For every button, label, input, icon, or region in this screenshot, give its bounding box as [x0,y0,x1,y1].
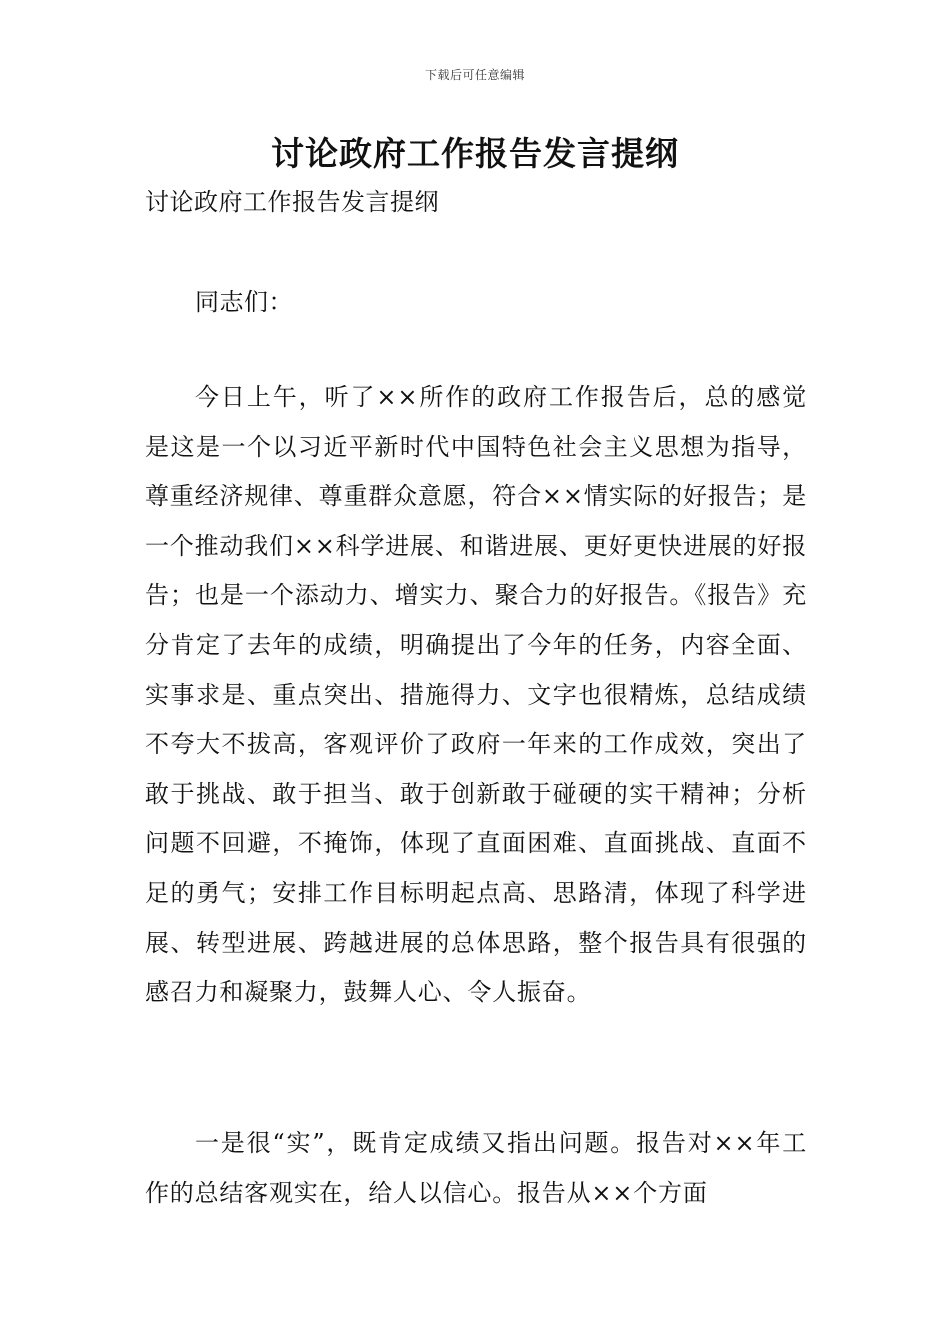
header-note: 下载后可任意编辑 [424,68,525,82]
paragraph-point-one: 一是很“实”，既肯定成绩又指出问题。报告对××年工作的总结客观实在，给人以信心。报告从××个方面 [145,1129,807,1207]
document-title: 讨论政府工作报告发言提纲 [271,134,679,173]
paragraph-opening-remarks: 今日上午，听了××所作的政府工作报告后，总的感觉是这是一个以习近平新时代中国特色社会主义思想为指导，尊重经济规律、尊重群众意愿，符合××情实际的好报告；是一个推动我们××科学进展、和谐进展、更好更快进展的好报告；也是一个添动力、增实力、聚合力的好报告。《报告》充分肯定了去年的成绩，明确提出了今年的任务，内容全面、实事求是、重点突出、措施得力、文字也很精炼，总结成绩不夸大不拔高，客观评价了政府一年来的工作成效，突出了敢于挑战、敢于担当、敢于创新敢于碰硬的实干精神；分析问题不回避，不掩饰，体现了直面困难、直面挑战、直面不足的勇气；安排工作目标明起点高、思路清，体现了科学进展、转型进展、跨越进展的总体思路，整个报告具有很强的感召力和凝聚力，鼓舞人心、令人振奋。 [145,383,807,1007]
salutation: 同志们： [195,288,293,316]
document-subtitle: 讨论政府工作报告发言提纲 [145,188,439,216]
